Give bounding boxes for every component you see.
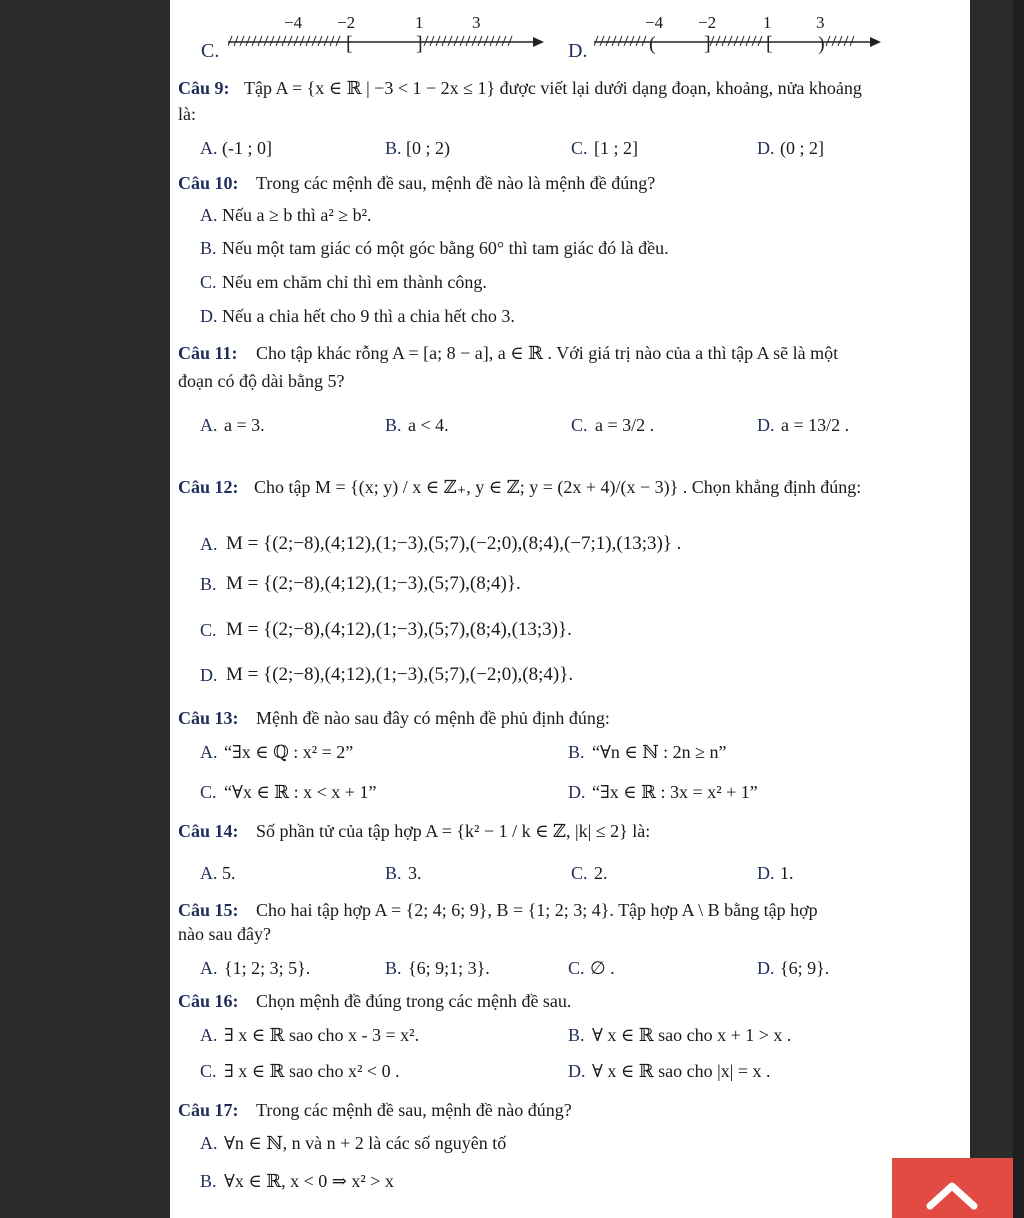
tick-label: −2 [337, 13, 356, 32]
option-label: B. [200, 1171, 217, 1191]
option-text: ∀x ∈ ℝ, x < 0 ⇒ x² > x [224, 1171, 394, 1191]
option-label: C. [571, 415, 588, 435]
option-text: 3. [408, 863, 422, 883]
svg-text:): ) [818, 33, 825, 54]
option-text: “∀n ∈ ℕ : 2n ≥ n” [592, 742, 727, 762]
question-13-title: Câu 13: [178, 708, 239, 728]
option-label: A. [200, 742, 218, 762]
scrollbar-track[interactable] [1013, 0, 1024, 1218]
option-text: ∃ x ∈ ℝ sao cho x² < 0 . [224, 1061, 400, 1081]
option-label: D. [757, 863, 775, 883]
question-10-text: Trong các mệnh đề sau, mệnh đề nào là mệnh đề đúng? [256, 173, 656, 193]
option-text: M = {(2;−8),(4;12),(1;−3),(5;7),(8;4),(13;3)}. [226, 619, 572, 640]
option-text: ∅ . [590, 958, 615, 978]
option-text: [1 ; 2] [594, 138, 638, 158]
question-14-text: Số phần tử của tập hợp A = {k² − 1 / k ∈ ℤ, |k| ≤ 2} là: [256, 821, 651, 841]
question-9-text-cont: là: [178, 104, 196, 124]
option-text: [0 ; 2) [406, 138, 450, 158]
option-text: Nếu a ≥ b thì a² ≥ b². [222, 205, 372, 225]
option-label: A. [200, 534, 218, 554]
option-text: Nếu a chia hết cho 9 thì a chia hết cho 3. [222, 306, 515, 326]
option-text: a < 4. [408, 415, 449, 435]
tick-label: 3 [472, 13, 481, 32]
question-9-text: Tập A = {x ∈ ℝ | −3 < 1 − 2x ≤ 1} được viết lại dưới dạng đoạn, khoảng, nửa khoảng [244, 78, 862, 98]
svg-text:(: ( [649, 33, 656, 54]
option-text: 2. [594, 863, 608, 883]
option-label: A. [200, 138, 218, 158]
chevron-up-icon [892, 1158, 1013, 1218]
option-text: M = {(2;−8),(4;12),(1;−3),(5;7),(−2;0),(8;4),(−7;1),(13;3)} . [226, 533, 682, 554]
option-text: M = {(2;−8),(4;12),(1;−3),(5;7),(−2;0),(8;4)}. [226, 664, 574, 685]
question-17-text: Trong các mệnh đề sau, mệnh đề nào đúng? [256, 1100, 572, 1120]
question-12-text: Cho tập M = {(x; y) / x ∈ ℤ₊, y ∈ ℤ; y = (2x + 4)/(x − 3)} . Chọn khẳng định đúng: [254, 477, 862, 497]
numberline-c-axis [228, 30, 548, 54]
option-label: C. [571, 138, 588, 158]
option-label: A. [200, 415, 218, 435]
question-14-title: Câu 14: [178, 821, 239, 841]
option-label: C. [568, 958, 585, 978]
option-text: “∃x ∈ ℚ : x² = 2” [224, 742, 354, 762]
question-10-title: Câu 10: [178, 173, 239, 193]
option-label: D. [200, 306, 218, 326]
option-label: B. [385, 415, 402, 435]
svg-text:]: ] [704, 33, 711, 54]
question-9-title: Câu 9: [178, 78, 230, 98]
tick-label: −4 [645, 13, 664, 32]
option-letter: C. [201, 40, 220, 62]
scroll-to-top-button[interactable] [892, 1158, 1013, 1218]
option-text: {6; 9;1; 3}. [408, 958, 490, 978]
svg-text:[: [ [346, 33, 353, 54]
option-text: (-1 ; 0] [222, 138, 272, 158]
option-text: (0 ; 2] [780, 138, 824, 158]
question-12-title: Câu 12: [178, 477, 239, 497]
option-text: ∀ x ∈ ℝ sao cho x + 1 > x . [592, 1025, 792, 1045]
option-label: A. [200, 1133, 218, 1153]
option-label: D. [200, 665, 218, 685]
option-label: A. [200, 1025, 218, 1045]
option-text: Nếu một tam giác có một góc bằng 60° thì tam giác đó là đều. [222, 238, 669, 258]
option-label: B. [200, 238, 217, 258]
option-text: 5. [222, 863, 236, 883]
question-13-text: Mệnh đề nào sau đây có mệnh đề phủ định đúng: [256, 708, 610, 728]
question-17-title: Câu 17: [178, 1100, 239, 1120]
tick-label: 1 [763, 13, 772, 32]
option-label: B. [568, 742, 585, 762]
question-16-text: Chọn mệnh đề đúng trong các mệnh đề sau. [256, 991, 572, 1011]
option-label: A. [200, 958, 218, 978]
option-label: B. [385, 138, 402, 158]
option-label: C. [200, 782, 217, 802]
numberline-d-axis [594, 30, 884, 54]
option-label: C. [571, 863, 588, 883]
question-11-text: Cho tập khác rỗng A = [a; 8 − a], a ∈ ℝ . Với giá trị nào của a thì tập A sẽ là một [256, 343, 839, 363]
option-label: B. [568, 1025, 585, 1045]
option-text: {6; 9}. [780, 958, 830, 978]
option-text: “∀x ∈ ℝ : x < x + 1” [224, 782, 377, 802]
option-label: D. [568, 782, 586, 802]
option-label: D. [757, 415, 775, 435]
question-15-text: Cho hai tập hợp A = {2; 4; 6; 9}, B = {1; 2; 3; 4}. Tập hợp A \ B bằng tập hợp [256, 900, 818, 920]
tick-label: −2 [698, 13, 717, 32]
tick-label: 3 [816, 13, 825, 32]
option-label: A. [200, 863, 218, 883]
option-label: B. [200, 574, 217, 594]
option-text: a = 3/2 . [595, 415, 655, 435]
option-text: ∃ x ∈ ℝ sao cho x - 3 = x². [224, 1025, 420, 1045]
svg-text:[: [ [766, 33, 773, 54]
option-text: 1. [780, 863, 794, 883]
option-letter: D. [568, 40, 588, 62]
option-label: B. [385, 958, 402, 978]
question-16-title: Câu 16: [178, 991, 239, 1011]
option-label: C. [200, 1061, 217, 1081]
question-15-text-cont: nào sau đây? [178, 924, 271, 944]
question-11-text-cont: đoạn có độ dài bằng 5? [178, 371, 345, 391]
option-label: D. [568, 1061, 586, 1081]
question-11-title: Câu 11: [178, 343, 238, 363]
option-text: “∃x ∈ ℝ : 3x = x² + 1” [592, 782, 758, 802]
option-label: D. [757, 138, 775, 158]
option-text: ∀n ∈ ℕ, n và n + 2 là các số nguyên tố [224, 1133, 507, 1153]
option-text: {1; 2; 3; 5}. [224, 958, 311, 978]
option-label: B. [385, 863, 402, 883]
question-15-title: Câu 15: [178, 900, 239, 920]
option-text: M = {(2;−8),(4;12),(1;−3),(5;7),(8;4)}. [226, 573, 521, 594]
option-text: ∀ x ∈ ℝ sao cho |x| = x . [592, 1061, 771, 1081]
option-label: A. [200, 205, 218, 225]
option-label: C. [200, 620, 217, 640]
option-label: D. [757, 958, 775, 978]
option-text: Nếu em chăm chỉ thì em thành công. [222, 272, 487, 292]
option-text: a = 3. [224, 415, 265, 435]
option-label: C. [200, 272, 217, 292]
tick-label: 1 [415, 13, 424, 32]
svg-text:]: ] [416, 33, 423, 54]
option-text: a = 13/2 . [781, 415, 850, 435]
tick-label: −4 [284, 13, 303, 32]
